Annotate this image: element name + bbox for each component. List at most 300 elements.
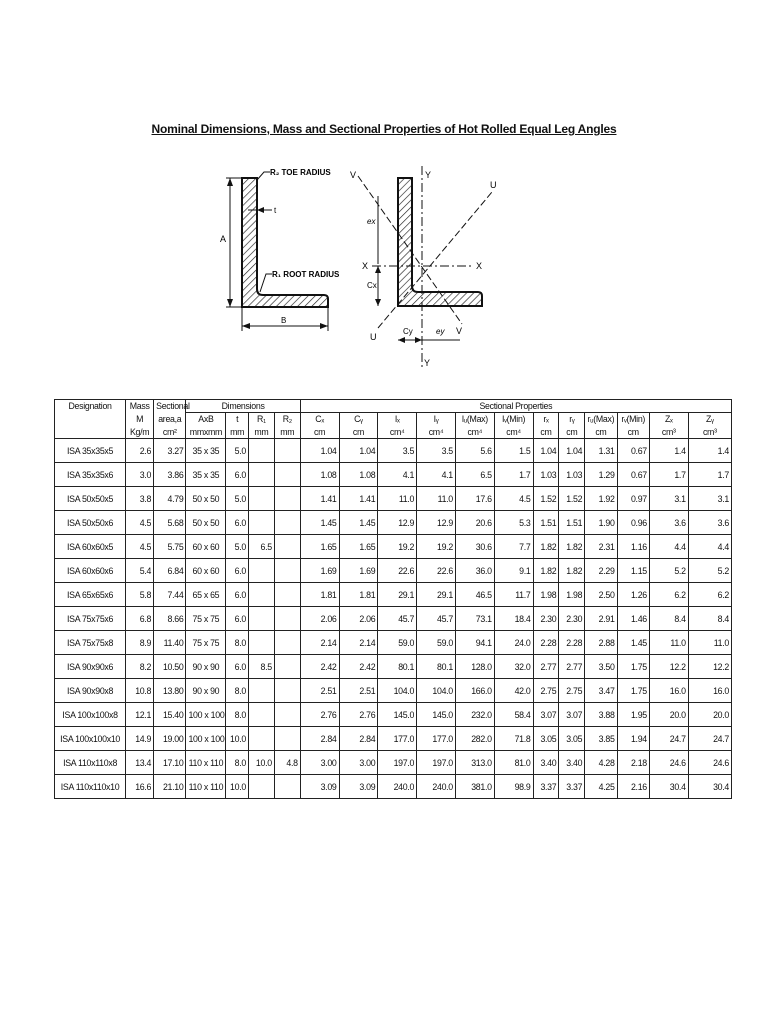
- table-row: [55, 487, 732, 511]
- designation-cell: ISA 60x60x6: [55, 559, 126, 583]
- header-sub: Iₓ: [378, 413, 417, 426]
- table-cell: [248, 487, 274, 511]
- u-axis-label-bottom: U: [370, 332, 377, 342]
- table-row: [55, 751, 732, 775]
- table-cell: 1.92: [585, 487, 617, 511]
- table-cell: 7.7: [494, 535, 533, 559]
- header-unit: mm: [248, 425, 274, 439]
- table-cell: 90 x 90: [186, 655, 226, 679]
- table-cell: 11.40: [154, 631, 186, 655]
- table-cell: 12.2: [649, 655, 688, 679]
- table-cell: 2.84: [339, 727, 378, 751]
- table-cell: 3.40: [559, 751, 585, 775]
- table-cell: 6.84: [154, 559, 186, 583]
- table-cell: 80.1: [417, 655, 456, 679]
- table-cell: 12.1: [126, 703, 154, 727]
- header-unit: cm³: [649, 425, 688, 439]
- header-sub: Iᵤ(Max): [455, 413, 494, 426]
- header-mass-sym: M: [126, 413, 154, 426]
- table-cell: 2.14: [300, 631, 339, 655]
- table-cell: 1.75: [617, 679, 649, 703]
- table-cell: 3.09: [339, 775, 378, 799]
- table-cell: 2.88: [585, 631, 617, 655]
- table-cell: 1.95: [617, 703, 649, 727]
- table-cell: 1.82: [533, 559, 559, 583]
- table-cell: 2.06: [339, 607, 378, 631]
- header-sub: AxB: [186, 413, 226, 426]
- table-cell: 1.04: [533, 439, 559, 463]
- table-cell: [248, 703, 274, 727]
- table-cell: 381.0: [455, 775, 494, 799]
- table-cell: [274, 439, 300, 463]
- table-cell: 6.2: [688, 583, 731, 607]
- table-cell: 1.03: [559, 463, 585, 487]
- table-cell: 4.5: [126, 511, 154, 535]
- table-cell: [274, 535, 300, 559]
- header-sectional-properties: Sectional Properties: [300, 400, 731, 413]
- header-mass-unit: Kg/m: [126, 425, 154, 439]
- header-designation: Designation: [55, 400, 126, 413]
- table-cell: 1.15: [617, 559, 649, 583]
- header-unit: cm⁴: [455, 425, 494, 439]
- properties-table: [54, 399, 732, 799]
- cy-label: Cy: [403, 327, 413, 336]
- table-cell: 4.28: [585, 751, 617, 775]
- table-cell: 6.0: [226, 607, 249, 631]
- table-cell: 2.28: [533, 631, 559, 655]
- table-cell: 128.0: [455, 655, 494, 679]
- table-cell: 3.0: [126, 463, 154, 487]
- table-cell: 4.8: [274, 751, 300, 775]
- header-unit: cm: [559, 425, 585, 439]
- designation-cell: ISA 50x50x6: [55, 511, 126, 535]
- cx-label: Cx: [367, 281, 377, 290]
- table-cell: 5.6: [455, 439, 494, 463]
- table-cell: 4.4: [649, 535, 688, 559]
- table-cell: 24.0: [494, 631, 533, 655]
- table-cell: 2.51: [339, 679, 378, 703]
- table-cell: 3.1: [688, 487, 731, 511]
- table-cell: 4.1: [417, 463, 456, 487]
- table-cell: [248, 631, 274, 655]
- table-cell: 10.0: [226, 727, 249, 751]
- table-cell: 1.51: [533, 511, 559, 535]
- table-cell: [274, 703, 300, 727]
- table-cell: 100 x 100: [186, 727, 226, 751]
- table-cell: 1.31: [585, 439, 617, 463]
- table-cell: 59.0: [378, 631, 417, 655]
- thickness-t-label: t: [274, 206, 277, 215]
- table-cell: 24.6: [688, 751, 731, 775]
- table-cell: 1.4: [688, 439, 731, 463]
- table-cell: 2.14: [339, 631, 378, 655]
- designation-cell: ISA 110x110x8: [55, 751, 126, 775]
- table-cell: 5.0: [226, 535, 249, 559]
- table-cell: 5.8: [126, 583, 154, 607]
- table-cell: 42.0: [494, 679, 533, 703]
- table-cell: 1.45: [617, 631, 649, 655]
- header-dimensions: Dimensions: [186, 400, 300, 413]
- header-sub: Zᵧ: [688, 413, 731, 426]
- table-cell: [274, 607, 300, 631]
- table-cell: 16.0: [688, 679, 731, 703]
- header-sub: Cₓ: [300, 413, 339, 426]
- table-cell: 35 x 35: [186, 463, 226, 487]
- table-row: [55, 727, 732, 751]
- table-cell: 6.0: [226, 463, 249, 487]
- table-cell: [274, 511, 300, 535]
- toe-radius-label: R₂ TOE RADIUS: [270, 168, 331, 177]
- table-cell: 240.0: [378, 775, 417, 799]
- header-sub: rᵧ: [559, 413, 585, 426]
- u-axis-line: [378, 192, 492, 328]
- table-cell: 3.37: [559, 775, 585, 799]
- dimension-b-label: B: [281, 316, 287, 325]
- table-cell: 5.68: [154, 511, 186, 535]
- table-cell: 8.0: [226, 679, 249, 703]
- table-cell: 1.52: [559, 487, 585, 511]
- table-cell: 5.0: [226, 487, 249, 511]
- table-cell: 7.44: [154, 583, 186, 607]
- table-cell: 1.82: [559, 535, 585, 559]
- table-cell: 2.29: [585, 559, 617, 583]
- table-cell: 1.98: [559, 583, 585, 607]
- table-cell: 45.7: [417, 607, 456, 631]
- table-cell: 1.82: [559, 559, 585, 583]
- header-area-sym: area,a: [154, 413, 186, 426]
- table-cell: [248, 511, 274, 535]
- header-sub: R₂: [274, 413, 300, 426]
- table-cell: 3.07: [559, 703, 585, 727]
- table-cell: 2.91: [585, 607, 617, 631]
- table-cell: 1.7: [688, 463, 731, 487]
- table-cell: 1.26: [617, 583, 649, 607]
- x-axis-label-left: X: [362, 261, 369, 271]
- page-title: Nominal Dimensions, Mass and Sectional Properties of Hot Rolled Equal Leg Angles: [151, 122, 617, 136]
- table-cell: 2.28: [559, 631, 585, 655]
- table-cell: 1.08: [339, 463, 378, 487]
- table-cell: 3.8: [126, 487, 154, 511]
- table-body: [55, 439, 732, 799]
- table-cell: 4.1: [378, 463, 417, 487]
- table-row: [55, 583, 732, 607]
- table-cell: [248, 727, 274, 751]
- table-cell: 10.50: [154, 655, 186, 679]
- designation-cell: ISA 100x100x8: [55, 703, 126, 727]
- table-cell: 8.9: [126, 631, 154, 655]
- table-cell: 24.7: [649, 727, 688, 751]
- header-sub: rₓ: [533, 413, 559, 426]
- table-cell: 110 x 110: [186, 775, 226, 799]
- table-cell: 8.2: [126, 655, 154, 679]
- table-cell: 10.0: [226, 775, 249, 799]
- table-cell: 2.76: [300, 703, 339, 727]
- table-cell: [248, 439, 274, 463]
- table-cell: 11.0: [688, 631, 731, 655]
- table-cell: 16.6: [126, 775, 154, 799]
- table-cell: 18.4: [494, 607, 533, 631]
- table-cell: 3.1: [649, 487, 688, 511]
- designation-cell: ISA 110x110x10: [55, 775, 126, 799]
- angle-profile-left: [242, 178, 328, 307]
- header-unit: mm: [274, 425, 300, 439]
- table-cell: 1.16: [617, 535, 649, 559]
- table-cell: 145.0: [417, 703, 456, 727]
- table-cell: 2.50: [585, 583, 617, 607]
- table-cell: 50 x 50: [186, 487, 226, 511]
- table-cell: 19.2: [378, 535, 417, 559]
- table-cell: 29.1: [378, 583, 417, 607]
- table-cell: 104.0: [378, 679, 417, 703]
- table-cell: 6.5: [248, 535, 274, 559]
- table-cell: 2.42: [339, 655, 378, 679]
- header-sub: rᵥ(Min): [617, 413, 649, 426]
- table-cell: 6.0: [226, 655, 249, 679]
- header-row-3: [55, 425, 732, 439]
- designation-cell: ISA 90x90x8: [55, 679, 126, 703]
- table-cell: 12.2: [688, 655, 731, 679]
- table-cell: 98.9: [494, 775, 533, 799]
- table-cell: 1.65: [300, 535, 339, 559]
- table-cell: 24.7: [688, 727, 731, 751]
- angle-section-diagram: [200, 156, 520, 376]
- designation-cell: ISA 35x35x6: [55, 463, 126, 487]
- table-cell: 1.41: [339, 487, 378, 511]
- ex-label: ex: [367, 217, 376, 226]
- v-axis-label-top: V: [350, 170, 357, 180]
- table-cell: 2.75: [559, 679, 585, 703]
- header-sub: Cᵧ: [339, 413, 378, 426]
- table-cell: 45.7: [378, 607, 417, 631]
- table-cell: 6.0: [226, 559, 249, 583]
- table-cell: 30.4: [688, 775, 731, 799]
- table-cell: 4.79: [154, 487, 186, 511]
- header-sub: Zₓ: [649, 413, 688, 426]
- table-cell: 1.41: [300, 487, 339, 511]
- table-cell: 1.45: [300, 511, 339, 535]
- table-row: [55, 607, 732, 631]
- table-cell: 80.1: [378, 655, 417, 679]
- table-cell: 8.0: [226, 751, 249, 775]
- table-cell: 1.03: [533, 463, 559, 487]
- table-cell: 3.86: [154, 463, 186, 487]
- table-cell: [274, 679, 300, 703]
- angle-profile-right: [398, 178, 482, 306]
- table-cell: 21.10: [154, 775, 186, 799]
- table-cell: 3.6: [688, 511, 731, 535]
- table-cell: 6.0: [226, 511, 249, 535]
- table-cell: 1.46: [617, 607, 649, 631]
- table-cell: 81.0: [494, 751, 533, 775]
- designation-cell: ISA 90x90x6: [55, 655, 126, 679]
- table-cell: 4.5: [494, 487, 533, 511]
- table-cell: 16.0: [649, 679, 688, 703]
- table-cell: 145.0: [378, 703, 417, 727]
- table-cell: 177.0: [378, 727, 417, 751]
- table-cell: [248, 463, 274, 487]
- table-cell: 3.6: [649, 511, 688, 535]
- table-cell: 166.0: [455, 679, 494, 703]
- table-cell: 1.82: [533, 535, 559, 559]
- table-cell: 1.90: [585, 511, 617, 535]
- table-cell: 6.2: [649, 583, 688, 607]
- table-cell: 2.77: [559, 655, 585, 679]
- header-unit: cm⁴: [494, 425, 533, 439]
- table-cell: 1.98: [533, 583, 559, 607]
- table-cell: 3.40: [533, 751, 559, 775]
- header-unit: cm: [300, 425, 339, 439]
- table-cell: 8.4: [649, 607, 688, 631]
- table-cell: 3.00: [300, 751, 339, 775]
- table-cell: 3.00: [339, 751, 378, 775]
- table-cell: 75 x 75: [186, 607, 226, 631]
- table-cell: 11.7: [494, 583, 533, 607]
- table-cell: 313.0: [455, 751, 494, 775]
- table-cell: 0.67: [617, 463, 649, 487]
- y-axis-label-top: Y: [425, 170, 432, 180]
- table-cell: 3.05: [533, 727, 559, 751]
- table-cell: 1.45: [339, 511, 378, 535]
- u-axis-label-top: U: [490, 180, 497, 190]
- table-cell: 3.47: [585, 679, 617, 703]
- header-unit: cm: [617, 425, 649, 439]
- table-cell: 50 x 50: [186, 511, 226, 535]
- table-cell: 2.84: [300, 727, 339, 751]
- table-cell: [274, 583, 300, 607]
- table-row: [55, 463, 732, 487]
- table-cell: 5.2: [688, 559, 731, 583]
- table-cell: 8.0: [226, 703, 249, 727]
- table-cell: 1.08: [300, 463, 339, 487]
- table-row: [55, 775, 732, 799]
- table-cell: 60 x 60: [186, 559, 226, 583]
- table-cell: 3.50: [585, 655, 617, 679]
- table-cell: 24.6: [649, 751, 688, 775]
- table-cell: 2.31: [585, 535, 617, 559]
- table-cell: 90 x 90: [186, 679, 226, 703]
- table-row: [55, 631, 732, 655]
- header-mass: Mass: [126, 400, 154, 413]
- header-unit: cm: [585, 425, 617, 439]
- table-cell: 1.7: [649, 463, 688, 487]
- table-cell: 0.96: [617, 511, 649, 535]
- table-cell: 110 x 110: [186, 751, 226, 775]
- table-cell: 11.0: [649, 631, 688, 655]
- table-cell: 20.0: [688, 703, 731, 727]
- header-sub: t: [226, 413, 249, 426]
- table-cell: 9.1: [494, 559, 533, 583]
- table-cell: 6.0: [226, 583, 249, 607]
- table-cell: 3.07: [533, 703, 559, 727]
- table-cell: 1.94: [617, 727, 649, 751]
- table-cell: 2.76: [339, 703, 378, 727]
- header-sub: Iᵥ(Min): [494, 413, 533, 426]
- designation-cell: ISA 60x60x5: [55, 535, 126, 559]
- table-cell: 2.42: [300, 655, 339, 679]
- table-cell: 36.0: [455, 559, 494, 583]
- header-row-1: [55, 400, 732, 413]
- table-cell: 10.0: [248, 751, 274, 775]
- table-cell: [274, 487, 300, 511]
- table-cell: 100 x 100: [186, 703, 226, 727]
- table-cell: 2.06: [300, 607, 339, 631]
- table-cell: 15.40: [154, 703, 186, 727]
- table-row: [55, 679, 732, 703]
- table-cell: 58.4: [494, 703, 533, 727]
- ey-label: ey: [436, 327, 445, 336]
- header-area-unit: cm²: [154, 425, 186, 439]
- table-cell: 2.16: [617, 775, 649, 799]
- table-cell: [248, 559, 274, 583]
- table-cell: 1.04: [559, 439, 585, 463]
- header-unit: mmxmm: [186, 425, 226, 439]
- table-cell: [274, 655, 300, 679]
- table-cell: 1.69: [300, 559, 339, 583]
- table-cell: [248, 583, 274, 607]
- table-row: [55, 559, 732, 583]
- table-cell: 22.6: [417, 559, 456, 583]
- header-sub: rᵤ(Max): [585, 413, 617, 426]
- x-axis-label-right: X: [476, 261, 483, 271]
- table-cell: 4.5: [126, 535, 154, 559]
- table-cell: 5.2: [649, 559, 688, 583]
- table-cell: 13.4: [126, 751, 154, 775]
- header-unit: cm⁴: [378, 425, 417, 439]
- table-cell: 29.1: [417, 583, 456, 607]
- table-cell: 11.0: [378, 487, 417, 511]
- table-cell: 8.4: [688, 607, 731, 631]
- table-cell: [248, 607, 274, 631]
- table-cell: 19.00: [154, 727, 186, 751]
- table-cell: 94.1: [455, 631, 494, 655]
- header-unit: cm: [533, 425, 559, 439]
- table-cell: 65 x 65: [186, 583, 226, 607]
- table-cell: 1.5: [494, 439, 533, 463]
- designation-cell: ISA 75x75x8: [55, 631, 126, 655]
- table-cell: 1.29: [585, 463, 617, 487]
- table-cell: 2.30: [533, 607, 559, 631]
- table-cell: 8.0: [226, 631, 249, 655]
- table-cell: 5.4: [126, 559, 154, 583]
- angle-dimension-diagram: [220, 168, 340, 331]
- table-cell: 2.51: [300, 679, 339, 703]
- table-cell: 1.04: [339, 439, 378, 463]
- table-cell: 60 x 60: [186, 535, 226, 559]
- table-cell: 22.6: [378, 559, 417, 583]
- header-unit: cm⁴: [417, 425, 456, 439]
- table-cell: 197.0: [378, 751, 417, 775]
- v-axis-label-bottom: V: [456, 326, 463, 336]
- table-cell: 3.05: [559, 727, 585, 751]
- table-cell: 0.97: [617, 487, 649, 511]
- designation-cell: ISA 50x50x5: [55, 487, 126, 511]
- designation-cell: ISA 75x75x6: [55, 607, 126, 631]
- designation-cell: ISA 100x100x10: [55, 727, 126, 751]
- table-cell: 1.81: [339, 583, 378, 607]
- table-cell: 30.4: [649, 775, 688, 799]
- table-cell: 2.77: [533, 655, 559, 679]
- table-row: [55, 511, 732, 535]
- header-row-2: [55, 413, 732, 426]
- table-cell: 0.67: [617, 439, 649, 463]
- table-cell: 3.5: [378, 439, 417, 463]
- table-cell: 8.66: [154, 607, 186, 631]
- table-cell: 177.0: [417, 727, 456, 751]
- header-sub: Iᵧ: [417, 413, 456, 426]
- table-cell: 3.88: [585, 703, 617, 727]
- header-unit: mm: [226, 425, 249, 439]
- table-cell: 20.6: [455, 511, 494, 535]
